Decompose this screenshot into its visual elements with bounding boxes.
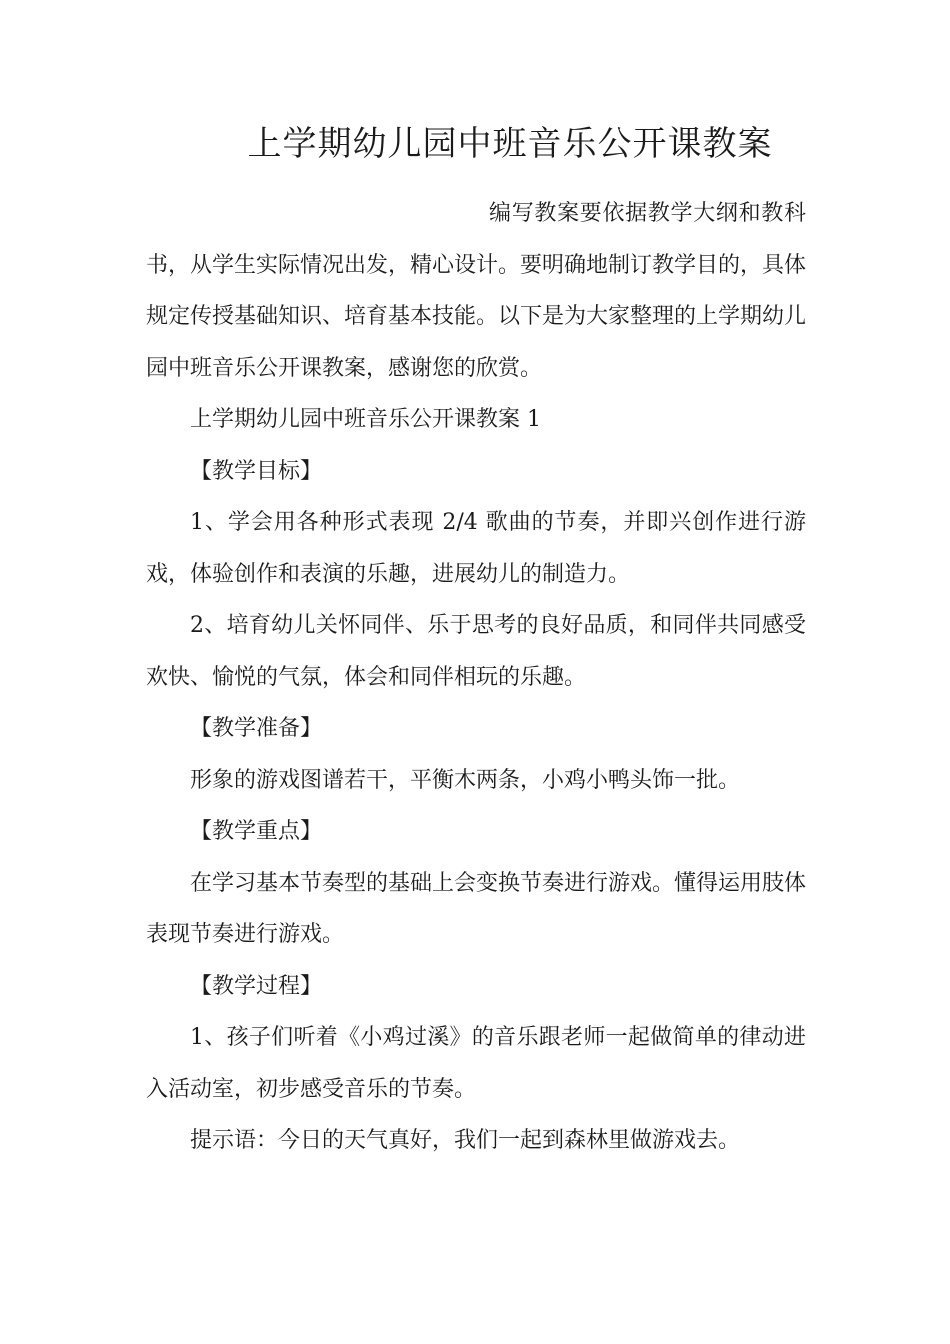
section-heading-preparation: 【教学准备】 (190, 716, 323, 741)
objective-paragraph-2: 2、培育幼儿关怀同伴、乐于思考的良好品质，和同伴共同感受欢快、愉悦的气氛，体会和同伴相玩的乐趣。 (146, 613, 806, 690)
prompt-paragraph: 提示语：今日的天气真好，我们一起到森林里做游戏去。 (190, 1128, 741, 1153)
lesson-plan-heading: 上学期幼儿园中班音乐公开课教案 1 (190, 407, 541, 432)
section-heading-objectives: 【教学目标】 (190, 458, 323, 484)
section-heading-process: 【教学过程】 (190, 973, 323, 999)
key-points-paragraph: 在学习基本节奏型的基础上会变换节奏进行游戏。懂得运用肢体表现节奏进行游戏。 (146, 870, 807, 947)
section-heading-key-points: 【教学重点】 (190, 819, 323, 844)
objective-paragraph-1: 1、学会用各种形式表现 2/4 歌曲的节奏，并即兴创作进行游戏，体验创作和表演的乐趣，进展幼儿的制造力。 (146, 510, 806, 587)
process-paragraph-1: 1、孩子们听着《小鸡过溪》的音乐跟老师一起做简单的律动进入活动室，初步感受音乐的节奏。 (146, 1025, 806, 1102)
document-title: 上学期幼儿园中班音乐公开课教案 (247, 124, 773, 164)
preparation-paragraph: 形象的游戏图谱若干，平衡木两条，小鸡小鸭头饰一批。 (190, 767, 741, 793)
intro-paragraph: 编写教案要依据教学大纲和教科书，从学生实际情况出发，精心设计。要明确地制订教学目的，具体规定传授基础知识、培育基本技能。以下是为大家整理的上学期幼儿园中班音乐公开课教案，感谢您的欣赏。 (146, 201, 807, 381)
document-body (146, 188, 806, 1167)
